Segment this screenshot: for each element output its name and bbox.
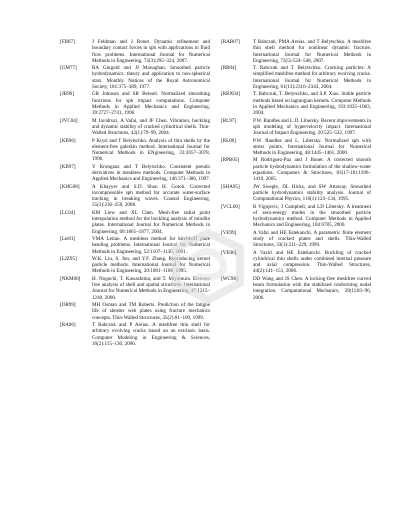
reference-key: [Lei01] <box>60 236 76 242</box>
reference-text: A Khayyer and S.D. Shao H. Gotoh. Corrected incompressible sph method for accurate water-surface tracking in breaking waves. Coastal Engineering, 55(3):236–250, 2008. <box>92 183 210 209</box>
reference-text: J Feldman and J Bonet. Dynamic refinement and boundary contact forces in sph with applications in fluid flow problems. International Journal for Numerical Methods in Engineering, 72(3):295–324, 2007. <box>92 39 210 64</box>
reference-key: [FB07] <box>60 39 75 45</box>
reference-key: [RL97] <box>221 117 236 124</box>
reference-entry <box>221 250 371 275</box>
reference-entry <box>60 65 210 90</box>
reference-entry <box>60 276 210 301</box>
reference-entry <box>60 210 210 235</box>
reference-text: VMA Leitao. A meshless method for kirchhoff plate bending problems. International Journal for Numerical Methods in Engineering, 52:1107–1130, 2001. <box>92 236 210 255</box>
reference-entry <box>60 138 210 163</box>
reference-entry <box>221 230 371 249</box>
reference-key: [KHG08] <box>60 183 80 190</box>
reference-key: [RPB05] <box>221 157 240 164</box>
reference-text: T Rabczuk, PMA Areias, and T Belytschko. A meshfree thin shell method for nonlinear dynamic fracture. International Journal for Numerical Methods in Engineering, 72(5):524–548, 2007. <box>253 39 371 64</box>
reference-key: [RA06] <box>60 322 76 328</box>
reference-key: [VE99] <box>221 229 237 236</box>
reference-entry <box>60 302 210 321</box>
reference-text: GR Johnson and SR Beissel. Normalized smoothing functions for sph impact computations. Computer Methods in Applied Mechanics and Engineering, 39:2727–2741, 1996. <box>92 91 210 117</box>
reference-text: MH Osman and TM Roberts. Prediction of the fatigue life of slender web plates using fracture mechanics concepts. Thin-Walled Structures, 35(2):81–100, 1999. <box>92 302 210 321</box>
reference-key: [NKM00] <box>60 275 81 282</box>
reference-text: M Javidruzi, A Vafai, and JF Chen. Vibration, buckling and dynamic stability of cracked cylindrical shells. Thin-Walled Structures, 42(1):79–99, 2004. <box>92 117 210 137</box>
reference-text: Y Krongauz and T Belytschko. Consistent pseudo derivatives in meshless methods. Computer Methods in Applied Mechanics and Engineering, 146:371–386, 1997. <box>92 163 210 183</box>
reference-key: [SHA95] <box>221 183 240 190</box>
reference-entry <box>221 204 371 229</box>
reference-text: A Vaziri and HE Estekanchi. Buckling of cracked cylindrical thin shells under combined internal pressure and axial compression. Thin-Walled Structures, 44(2):141–151, 2006. <box>253 249 371 275</box>
reference-text: P.W. Randles and L.D. Libersky. Recent improvements in sph modeling of hypervelocity impact. International Journal of Impact Engineering, 20:525–532, 1997. <box>253 117 371 137</box>
reference-key: [JB96] <box>60 91 74 98</box>
reference-text: T Rabczuk and P Areias. A meshfree thin shell for arbitrary evolving cracks based on an extrinsic basis. Computer Modeling in Engineering & Sciences, 16(2):115–130, 2006. <box>92 322 210 347</box>
reference-key: [RL00] <box>221 137 236 144</box>
reference-entry <box>60 118 210 137</box>
reference-entry <box>221 138 371 157</box>
reference-key: [LJZ95] <box>60 255 77 262</box>
reference-text: KM Liew and XL Chen. Mesh-free radial point interpolation method for the buckling analysis of mindlin plates. International Journal for Numerical Methods in Engineering, 60:1861–1877, 2004. <box>92 209 210 235</box>
reference-key: [GM77] <box>60 65 77 72</box>
reference-entry <box>60 39 210 64</box>
reference-entry <box>60 322 210 347</box>
reference-entry <box>221 118 371 137</box>
reference-entry <box>60 164 210 183</box>
reference-text: H. Noguchi, T. Kawashima, and T. Miyamura. Element free analysis of shell and spatial structures. International Journal for Numerical Methods in Engineering, 47:1215–1240, 2000. <box>92 275 210 301</box>
reference-text: P Krysl and T Belytschko. Analysis of thin shells by the element-free galerkin method. International Journal for Numerical Methods in ENgineering, 33:3057–3078, 1996. <box>92 137 210 163</box>
reference-entry <box>60 236 210 255</box>
reference-key: [KB97] <box>60 163 76 170</box>
reference-text: M Rodriguez-Paz and J Bonet. A corrected smooth particle hydrodynamics formulation of the shallow-water equations. Computers & Structures, 83(17-18):1396–1410, 2005. <box>253 157 371 183</box>
reference-key: [RBX04] <box>221 91 240 98</box>
reference-key: [VE06] <box>221 249 237 256</box>
reference-key: [WC96] <box>221 275 238 282</box>
reference-key: [JVC04] <box>60 117 78 124</box>
reference-entry <box>60 184 210 209</box>
reference-text: W.K. Liu, S. Jun, and Y.F. Zhang. Reproducing kernel particle methods. International Journal for Numerical Methods in Engineering, 20:1081–1106, 1995. <box>92 255 210 275</box>
reference-key: [LC04] <box>60 209 75 216</box>
references-left-column <box>60 39 210 348</box>
reference-text: JW Swegle, DL Hicks, and SW Attaway. Smoothed particle hydrodynamics stability analysis. Journal of Computational Physics, 116(1):123–134, 1995. <box>253 183 371 203</box>
reference-key: [KB96] <box>60 137 76 144</box>
reference-key: [VCL00] <box>221 203 240 210</box>
reference-entry <box>221 157 371 182</box>
reference-text: R Vignjevic, J Campbell, and LD Libersky. A treatment of zero-energy modes in the smoothed particle hydrodynamics method. Computer Methods in Applied Mechanics and Engineering, 184:6785, 2000. <box>253 203 371 229</box>
reference-text: P.W. Randles and L. Libersky. Normalized sph with stress points. International Journal for Numerical Methods in Engineering, 48:1445–1461, 2000. <box>253 137 371 156</box>
reference-key: [OR99] <box>60 302 76 309</box>
reference-text: RA Gingold and JJ Monaghan. Smoothed particle hydrodynamics: theory and application to non-spherical stars. Monthly Notices of the Royal Astronomical Society, 181:375–389, 1977. <box>92 65 210 90</box>
reference-text: A Vafai and HE Estekanchi. A parametric finite element study of cracked plates and shells. Thin-Walled Structures, 33(3):211–229, 1999. <box>253 229 371 249</box>
reference-entry <box>221 65 371 90</box>
reference-key: [RB04] <box>221 65 237 72</box>
references-right-column <box>221 39 371 302</box>
reference-entry <box>221 184 371 203</box>
reference-text: DD Wang and JS Chen. A locking-free meshfree curved beam formulation with the stabilized conforming nodal integration. Computational Mechanics, 39(1):83–90, 2006. <box>253 275 371 301</box>
reference-entry <box>60 256 210 275</box>
reference-entry <box>221 276 371 301</box>
reference-entry <box>60 91 210 116</box>
reference-text: T. Rabczuk and T. Belytschko. Cracking particles: A simplified meshfree method for arbitrary evolving cracks. International Journal for Numerical Methods in Engineering, 61(13):2316–2343, 2004. <box>253 65 371 90</box>
reference-entry <box>221 39 371 64</box>
reference-entry <box>221 91 371 116</box>
reference-key: [RAB07] <box>221 39 240 45</box>
reference-text: T. Rabczuk, T. Belytschko, and S.P. Xiao. Stable particle methods based on lagrangian kernels. Computer Methods in Applied Mechanics and Engineering, 193:1035–1063, 2004. <box>253 91 371 117</box>
